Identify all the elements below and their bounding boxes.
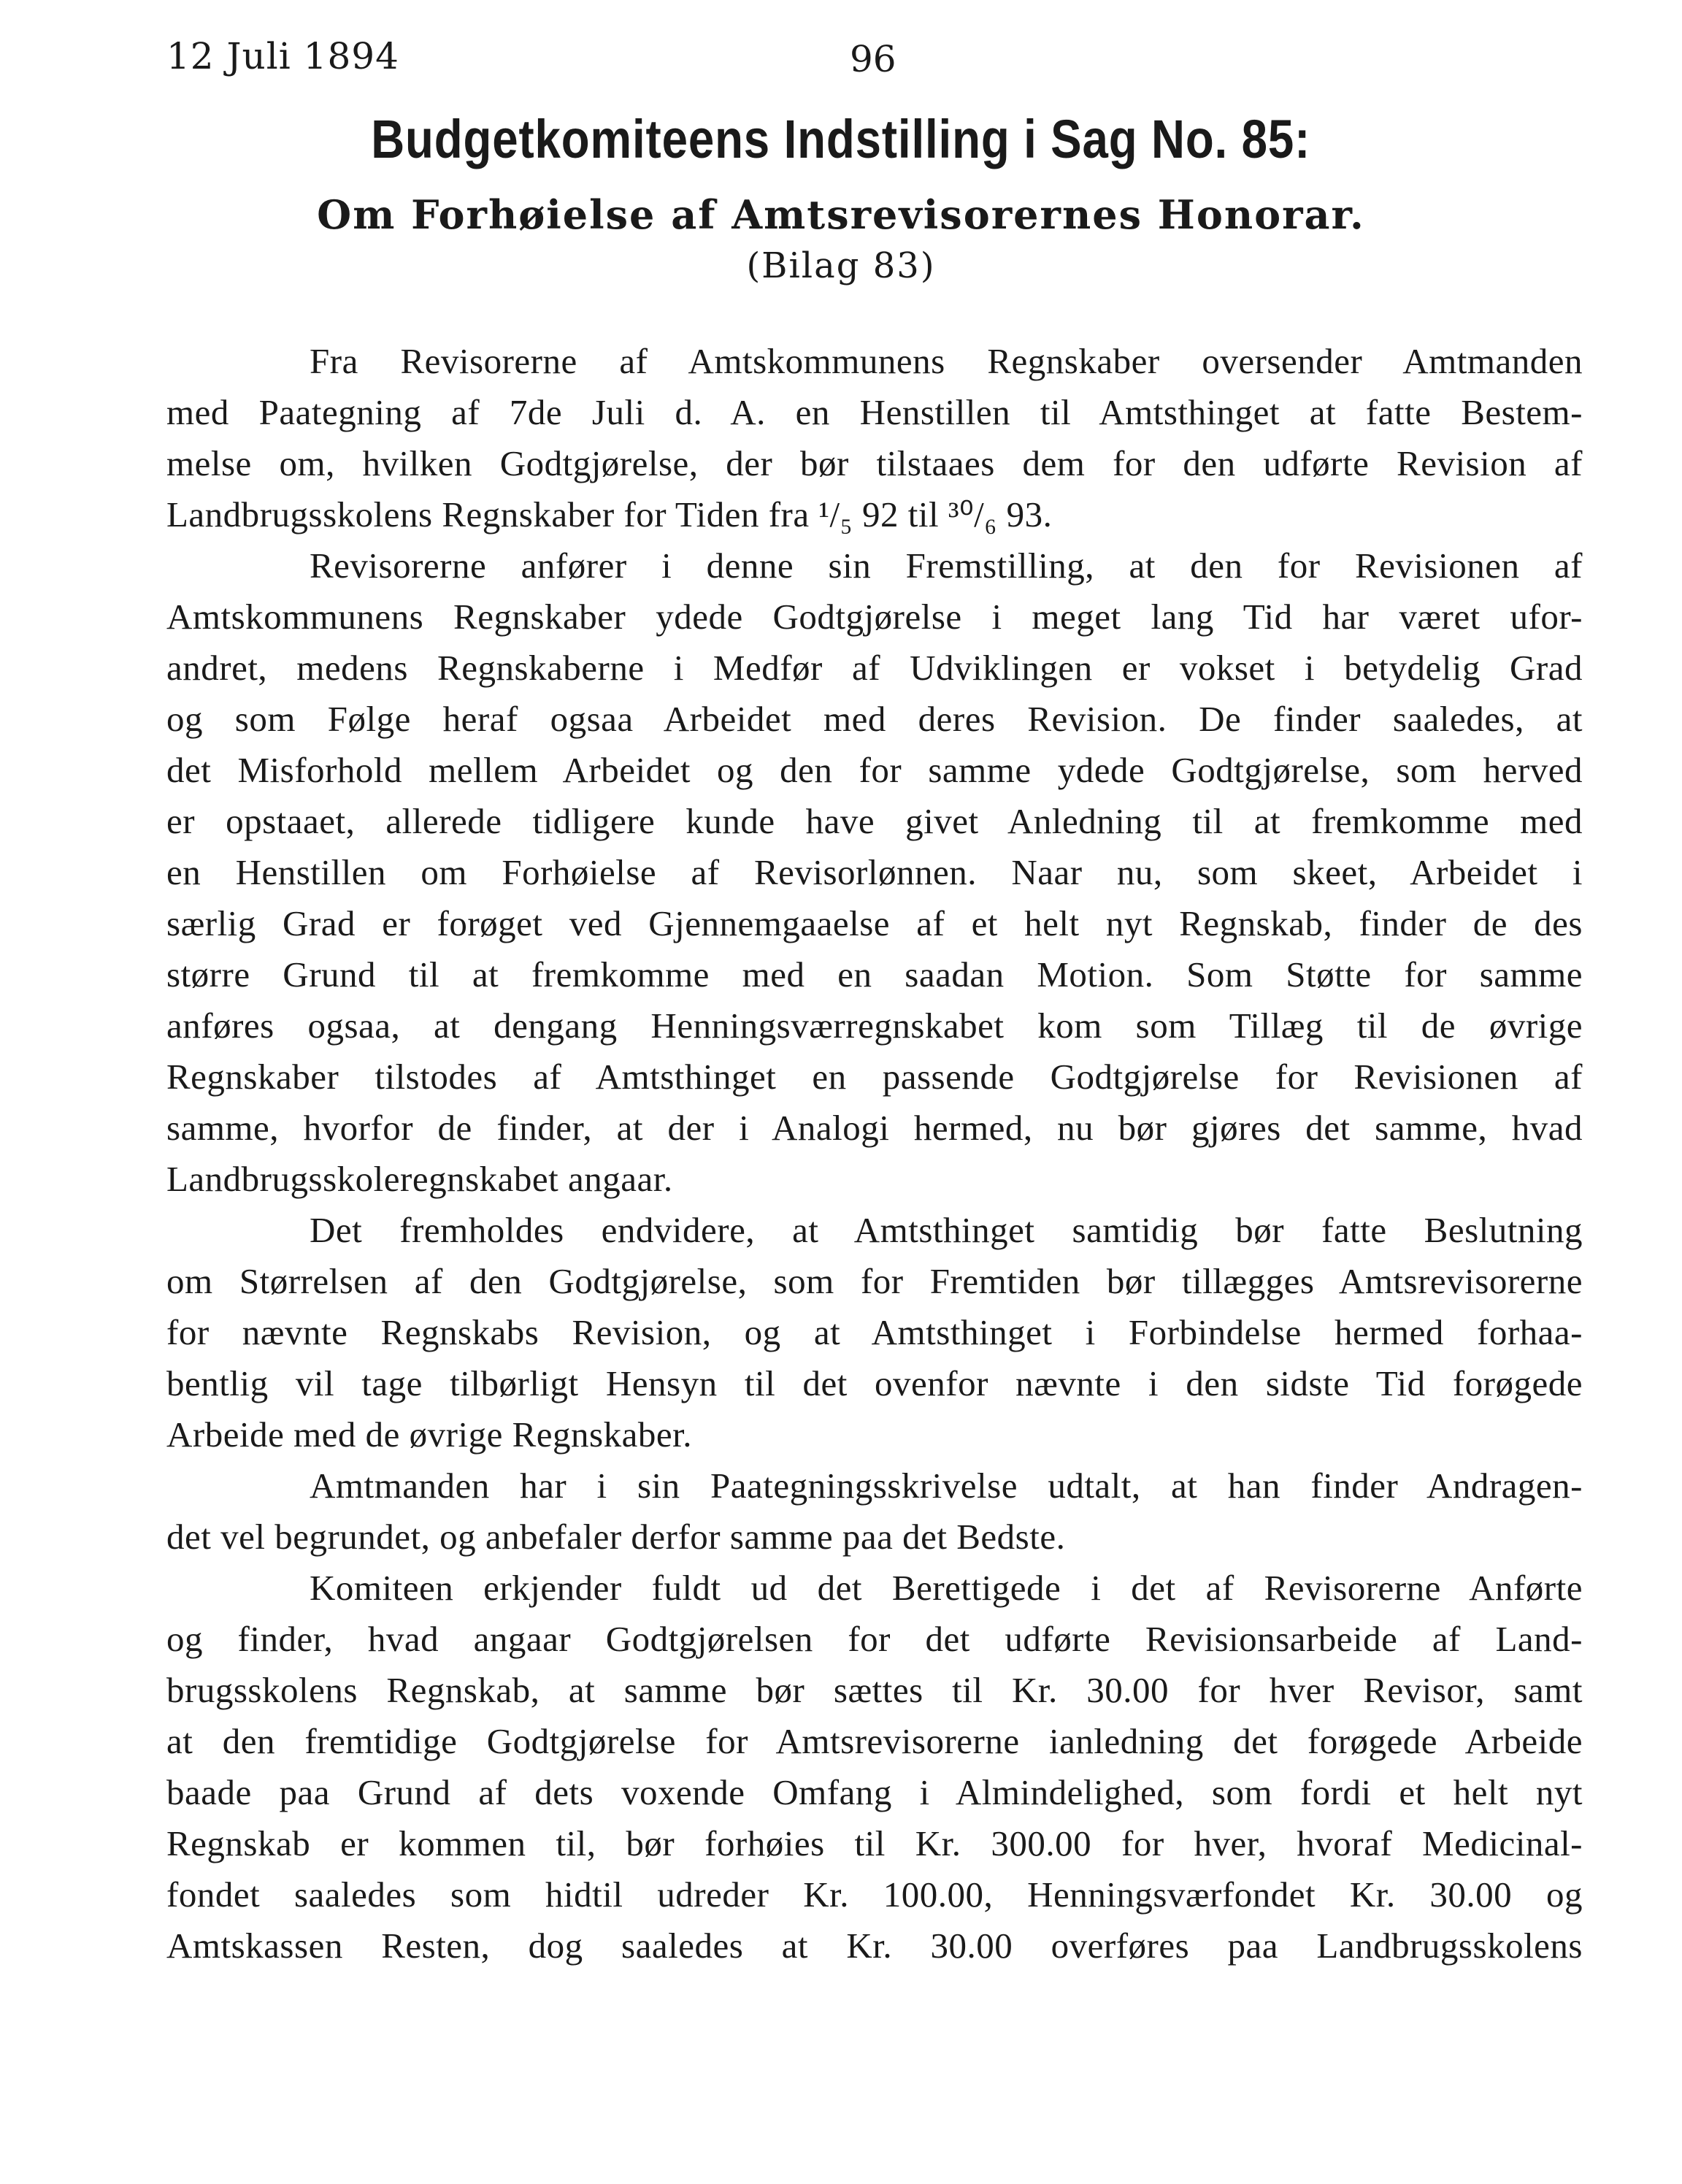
document-title: Budgetkomiteens Indstilling i Sag No. 85:: [371, 109, 1311, 169]
text-line: bentlig vil tage tilbørligt Hensyn til det ovenfor nævnte i den sidste Tid forøgede: [166, 1363, 1583, 1403]
text-line: Regnskaber tilstodes af Amtsthinget en passende Godtgjørelse for Revisionen af: [166, 1057, 1583, 1097]
header-date: 12 Juli 1894: [166, 35, 399, 77]
text-line: om Størrelsen af den Godtgjørelse, som for Fremtiden bør tillægges Amtsrevisorerne: [166, 1261, 1583, 1301]
text-line: er opstaaet, allerede tidligere kunde have givet Anledning til at fremkomme med: [166, 801, 1583, 841]
text-line: og som Følge heraf ogsaa Arbeidet med deres Revision. De finder saaledes, at: [166, 699, 1583, 739]
text-line: baade paa Grund af dets voxende Omfang i Almindelighed, som fordi et helt nyt: [166, 1772, 1583, 1812]
text-line: for nævnte Regnskabs Revision, og at Amtsthinget i Forbindelse hermed forhaa-: [166, 1312, 1583, 1352]
text-line: med Paategning af 7de Juli d. A. en Henstillen til Amtsthinget at fatte Bestem-: [166, 392, 1583, 432]
text-line: Landbrugsskolens Regnskaber for Tiden fra ¹/₅ 92 til ³⁰/₆ 93.: [166, 494, 1053, 534]
text-line: særlig Grad er forøget ved Gjennemgaaelse af et helt nyt Regnskab, finder de des: [166, 903, 1583, 943]
text-line: Regnskab er kommen til, bør forhøies til Kr. 300.00 for hver, hvoraf Medicinal-: [166, 1823, 1583, 1863]
text-line: Amtskommunens Regnskaber ydede Godtgjørelse i meget lang Tid har været ufor-: [166, 597, 1583, 637]
text-line: Revisorerne anfører i denne sin Fremstilling, at den for Revisionen af: [310, 545, 1583, 586]
bilag-reference: (Bilag 83): [746, 245, 936, 286]
text-line: det vel begrundet, og anbefaler derfor samme paa det Bedste.: [166, 1517, 1066, 1557]
text-line: og finder, hvad angaar Godtgjørelsen for det udførte Revisionsarbeide af Land-: [166, 1619, 1583, 1659]
text-line: Komiteen erkjender fuldt ud det Berettigede i det af Revisorerne Anførte: [310, 1568, 1583, 1608]
text-line: andret, medens Regnskaberne i Medfør af Udviklingen er vokset i betydelig Grad: [166, 648, 1583, 688]
text-line: større Grund til at fremkomme med en saadan Motion. Som Støtte for samme: [166, 954, 1583, 995]
text-line: samme, hvorfor de finder, at der i Analogi hermed, nu bør gjøres det samme, hvad: [166, 1108, 1583, 1148]
text-line: anføres ogsaa, at dengang Henningsværregnskabet kom som Tillæg til de øvrige: [166, 1005, 1583, 1046]
text-line: at den fremtidige Godtgjørelse for Amtsrevisorerne ianledning det forøgede Arbeide: [166, 1721, 1583, 1761]
text-line: en Henstillen om Forhøielse af Revisorlønnen. Naar nu, som skeet, Arbeidet i: [166, 852, 1583, 892]
text-line: brugsskolens Regnskab, at samme bør sættes til Kr. 30.00 for hver Revisor, samt: [166, 1670, 1583, 1710]
text-line: Landbrugsskoleregnskabet angaar.: [166, 1159, 673, 1199]
document-subtitle: Om Forhøielse af Amtsrevisorernes Honorar.: [317, 191, 1365, 238]
text-line: Det fremholdes endvidere, at Amtsthinget samtidig bør fatte Beslutning: [310, 1210, 1583, 1250]
text-line: Arbeide med de øvrige Regnskaber.: [166, 1414, 692, 1455]
text-line: det Misforhold mellem Arbeidet og den for samme ydede Godtgjørelse, som herved: [166, 750, 1583, 790]
body-text: [166, 336, 1583, 1972]
text-line: Amtskassen Resten, dog saaledes at Kr. 30.00 overføres paa Landbrugsskolens: [166, 1926, 1583, 1966]
text-line: Fra Revisorerne af Amtskommunens Regnskaber oversender Amtmanden: [310, 341, 1583, 381]
text-line: melse om, hvilken Godtgjørelse, der bør tilstaaes dem for den udførte Revision af: [166, 443, 1583, 483]
text-line: Amtmanden har i sin Paategningsskrivelse udtalt, at han finder Andragen-: [310, 1465, 1583, 1506]
text-line: fondet saaledes som hidtil udreder Kr. 100.00, Henningsværfondet Kr. 30.00 og: [166, 1874, 1583, 1915]
page-number: 96: [850, 38, 896, 80]
